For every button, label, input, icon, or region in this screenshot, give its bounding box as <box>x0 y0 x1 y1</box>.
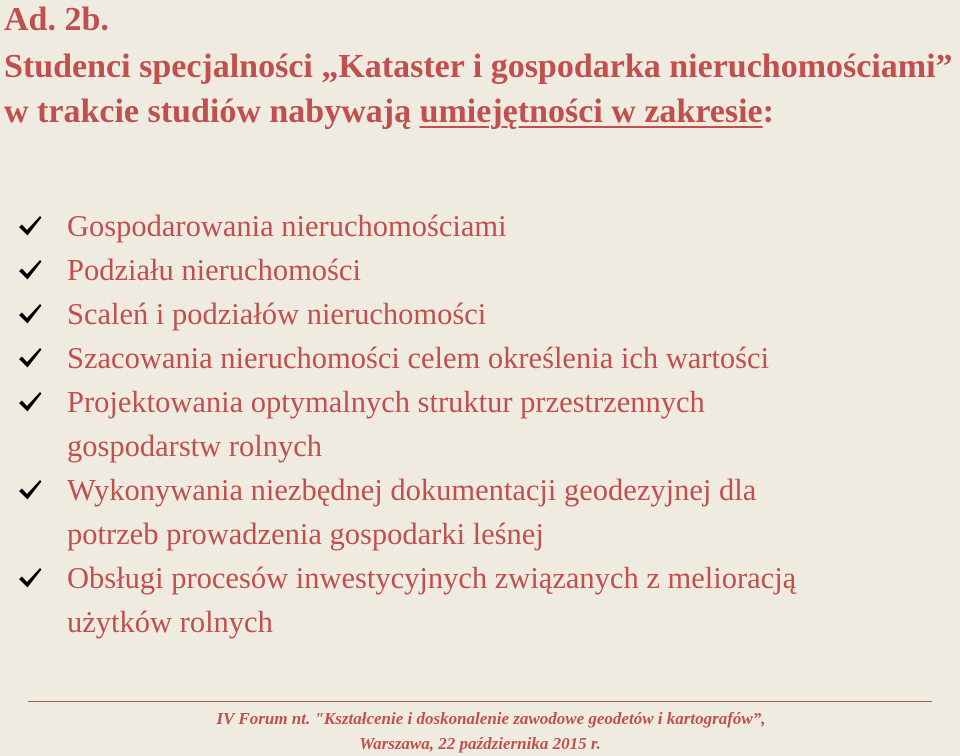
footer-event-title: IV Forum nt. "Kształcenie i doskonalenie zawodowe geodetów i kartografów”, <box>216 709 766 728</box>
checklist-item <box>0 556 960 644</box>
footer <box>0 706 960 756</box>
checklist-item-text-line1: Obsługi procesów inwestycyjnych związanych z melioracją <box>67 561 797 595</box>
checkmark-icon <box>12 292 48 336</box>
checklist-item-text-line2: potrzeb prowadzenia gospodarki leśnej <box>67 517 544 551</box>
checklist-item <box>0 336 960 380</box>
checklist-item <box>0 380 960 468</box>
checklist-item-text: Gospodarowania nieruchomościami <box>67 209 507 243</box>
checklist-item <box>0 292 960 336</box>
checkmark-icon <box>12 204 48 248</box>
checkmark-icon <box>12 556 48 600</box>
skills-checklist <box>0 204 960 644</box>
checklist-item-text: Podziału nieruchomości <box>67 253 361 287</box>
checklist-item <box>0 468 960 556</box>
footer-place-date: Warszawa, 22 października 2015 r. <box>359 734 601 753</box>
slide-heading <box>4 44 954 134</box>
checklist-item-text: Szacowania nieruchomości celem określenia ich wartości <box>67 341 770 375</box>
checklist-item <box>0 204 960 248</box>
checklist-item-text-line2: gospodarstw rolnych <box>67 429 322 463</box>
footer-divider <box>28 701 932 702</box>
heading-lead: Studenci specjalności „Kataster i gospodarka nieruchomościami” w trakcie studiów nabywają <box>4 48 953 130</box>
slide-label: Ad. 2b. <box>4 1 109 38</box>
heading-tail: : <box>762 93 774 130</box>
checklist-item-text-line1: Projektowania optymalnych struktur przestrzennych <box>67 385 705 419</box>
heading-underlined: umiejętności w zakresie <box>419 93 763 130</box>
checkmark-icon <box>12 248 48 292</box>
checklist-item-text: Scaleń i podziałów nieruchomości <box>67 297 487 331</box>
checklist-item <box>0 248 960 292</box>
checkmark-icon <box>12 468 48 512</box>
checkmark-icon <box>12 380 48 424</box>
checklist-item-text-line2: użytków rolnych <box>67 605 273 639</box>
checkmark-icon <box>12 336 48 380</box>
checklist-item-text-line1: Wykonywania niezbędnej dokumentacji geodezyjnej dla <box>67 473 757 507</box>
